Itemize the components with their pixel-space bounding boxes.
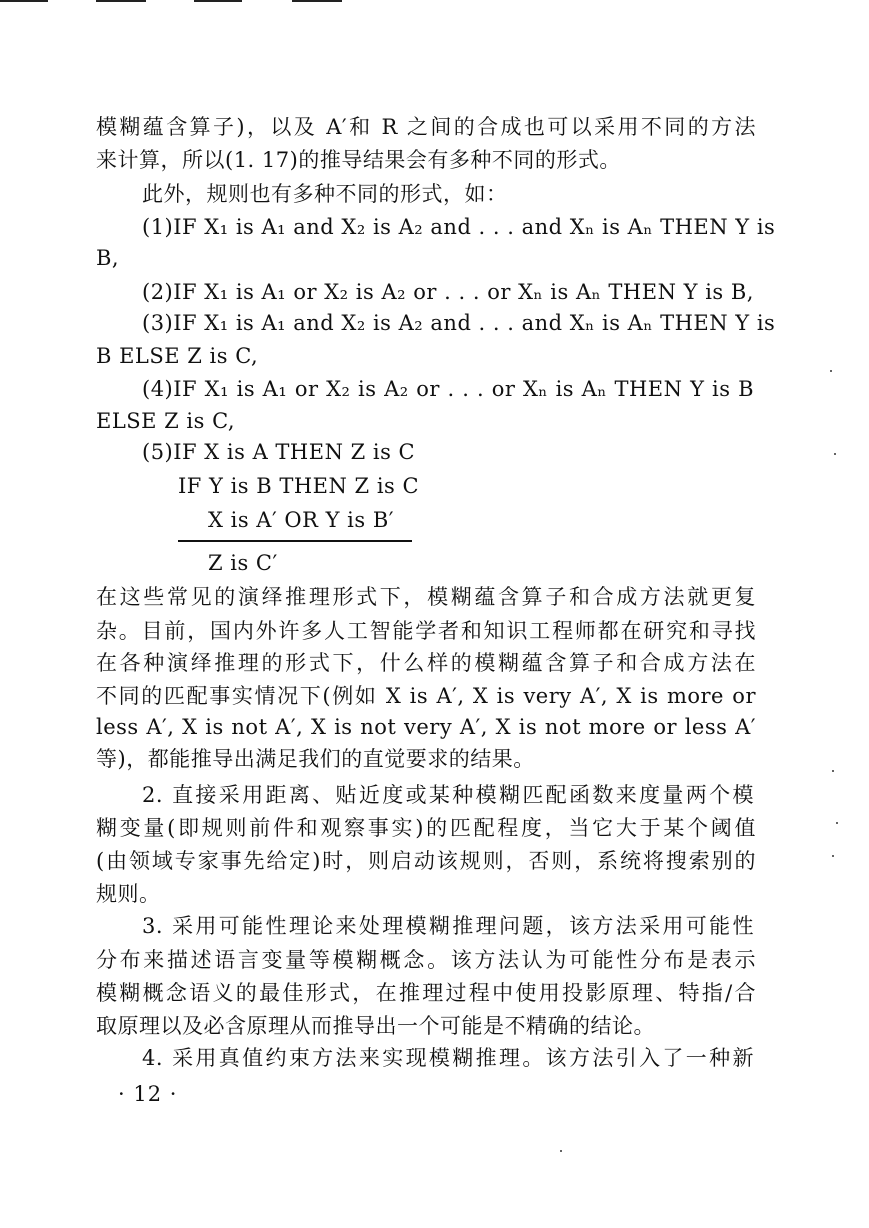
scan-edge-mark [0,0,48,2]
text-line: 此外，规则也有多种不同的形式，如： [142,182,508,206]
rule-5-conclusion: Z is C′ [208,551,278,575]
scan-speck [832,770,834,772]
rule-1-line: (1)IF X₁ is A₁ and X₂ is A₂ and . . . and Xₙ is Aₙ THEN Y is [142,215,776,239]
page-number: · 12 · [118,1082,178,1106]
text-line: 等)，都能推导出满足我们的直觉要求的结果。 [96,747,535,771]
scan-speck [834,453,836,455]
rule-5-line: (5)IF X is A THEN Z is C [142,440,416,464]
scan-speck [832,855,834,857]
text-line: 不同的匹配事实情况下(例如 X is A′, X is very A′, X is more or [96,684,756,708]
text-line: 2. 直接采用距离、贴近度或某种模糊匹配函数来度量两个模 [142,783,754,807]
text-line: (由领域专家事先给定)时，则启动该规则，否则，系统将搜索别的 [96,849,756,873]
rule-4-line: (4)IF X₁ is A₁ or X₂ is A₂ or . . . or Xₙ is Aₙ THEN Y is B [142,377,754,401]
text-line: 糊变量(即规则前件和观察事实)的匹配程度，当它大于某个阈值 [96,816,756,840]
scan-edge-mark [292,0,342,2]
scan-speck [836,822,838,824]
scan-speck [830,370,832,372]
text-line: 在各种演绎推理的形式下，什么样的模糊蕴含算子和合成方法在 [96,651,756,675]
text-line: 模糊概念语义的最佳形式，在推理过程中使用投影原理、特指/合 [96,981,756,1005]
text-line: 规则。 [96,882,161,906]
rule-3-line: B ELSE Z is C, [96,344,259,368]
scan-edge-mark [96,0,146,2]
rule-2-line: (2)IF X₁ is A₁ or X₂ is A₂ or . . . or Xₙ is Aₙ THEN Y is B, [142,280,754,304]
rule-5-line: IF Y is B THEN Z is C [178,474,420,498]
text-line: 4. 采用真值约束方法来实现模糊推理。该方法引入了一种新 [142,1046,754,1070]
text-line: 取原理以及必含原理从而推导出一个可能是不精确的结论。 [96,1014,655,1038]
rule-5-line: X is A′ OR Y is B′ [208,508,395,532]
rule-3-line: (3)IF X₁ is A₁ and X₂ is A₂ and . . . and Xₙ is Aₙ THEN Y is [142,311,776,335]
text-line: 在这些常见的演绎推理形式下，模糊蕴含算子和合成方法就更复 [96,585,756,609]
text-line: 杂。目前，国内外许多人工智能学者和知识工程师都在研究和寻找 [96,619,756,643]
text-line: 分布来描述语言变量等模糊概念。该方法认为可能性分布是表示 [96,948,756,972]
rule-4-line: ELSE Z is C, [96,409,236,433]
inference-rule-divider [178,540,412,542]
text-line: 3. 采用可能性理论来处理模糊推理问题，该方法采用可能性 [142,914,754,938]
text-line: 来计算，所以(1. 17)的推导结果会有多种不同的形式。 [96,148,621,172]
scan-speck [560,1150,562,1152]
scan-edge-mark [194,0,242,2]
text-line: less A′, X is not A′, X is not very A′, X is not more or less A′ [96,715,756,739]
text-line: 模糊蕴含算子)，以及 A′和 R 之间的合成也可以采用不同的方法 [96,115,756,139]
rule-1-line: B, [96,246,120,270]
